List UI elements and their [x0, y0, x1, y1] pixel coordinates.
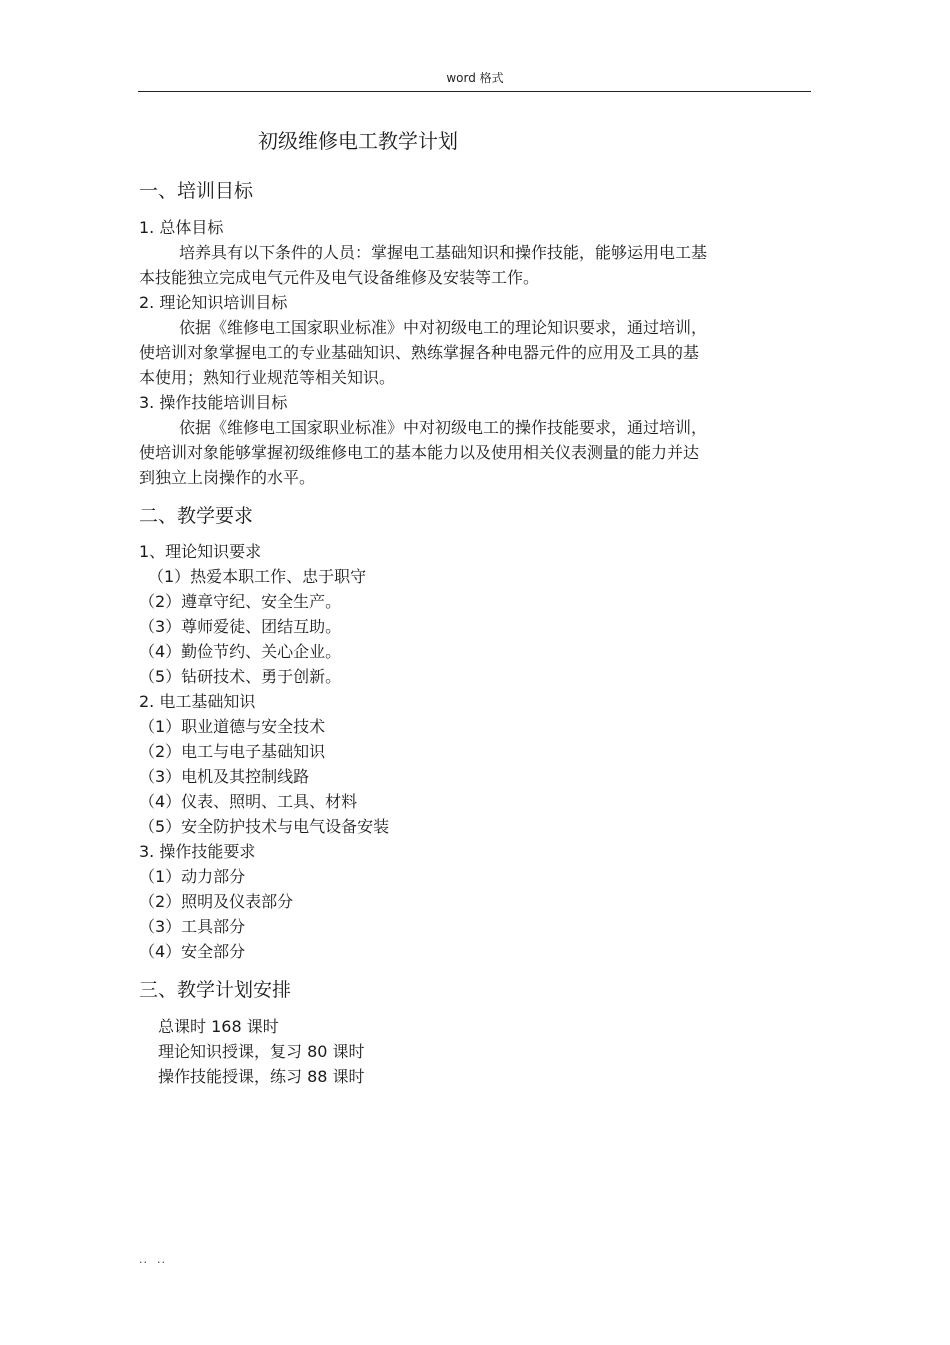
list-item: （1）热爱本职工作、忠于职守	[148, 567, 367, 586]
paragraph-line: 使培训对象能够掌握初级维修电工的基本能力以及使用相关仪表测量的能力并达	[139, 443, 700, 462]
section-heading-training-goals: 一、培训目标	[139, 180, 254, 202]
page-header-text: word 格式	[446, 71, 504, 85]
paragraph-line: 使培训对象掌握电工的专业基础知识、熟练掌握各种电器元件的应用及工具的基	[139, 343, 700, 362]
list-item: （2）遵章守纪、安全生产。	[139, 592, 342, 611]
goal-label-skills: 3. 操作技能培训目标	[139, 393, 288, 412]
list-item: （3）工具部分	[139, 917, 246, 936]
schedule-line-skills-hours: 操作技能授课，练习 88 课时	[158, 1067, 365, 1086]
schedule-line-theory-hours: 理论知识授课，复习 80 课时	[158, 1042, 365, 1061]
header-divider	[138, 91, 811, 92]
list-item: （3）电机及其控制线路	[139, 767, 310, 786]
list-item: （4）安全部分	[139, 942, 246, 961]
subsection-label-theory: 1、理论知识要求	[139, 542, 262, 561]
paragraph-line: 本技能独立完成电气元件及电气设备维修及安装等工作。	[139, 268, 540, 287]
list-item: （5）钻研技术、勇于创新。	[139, 667, 342, 686]
section-heading-teaching-requirements: 二、教学要求	[139, 505, 254, 527]
paragraph-line: 依据《维修电工国家职业标准》中对初级电工的理论知识要求，通过培训，	[179, 318, 708, 337]
goal-label-theory: 2. 理论知识培训目标	[139, 293, 288, 312]
page-footer-dots: .. ..	[139, 1253, 166, 1266]
section-heading-teaching-plan: 三、教学计划安排	[139, 979, 292, 1001]
schedule-line-total-hours: 总课时 168 课时	[158, 1017, 279, 1036]
paragraph-line: 依据《维修电工国家职业标准》中对初级电工的操作技能要求，通过培训，	[179, 418, 708, 437]
list-item: （4）勤俭节约、关心企业。	[139, 642, 342, 661]
goal-label-overall: 1. 总体目标	[139, 218, 224, 237]
list-item: （1）职业道德与安全技术	[139, 717, 326, 736]
list-item: （5）安全防护技术与电气设备安装	[139, 817, 390, 836]
subsection-label-skills: 3. 操作技能要求	[139, 842, 256, 861]
paragraph-line: 到独立上岗操作的水平。	[139, 468, 316, 487]
list-item: （1）动力部分	[139, 867, 246, 886]
list-item: （3）尊师爱徒、团结互助。	[139, 617, 342, 636]
paragraph-line: 本使用；熟知行业规范等相关知识。	[139, 368, 396, 387]
subsection-label-basics: 2. 电工基础知识	[139, 692, 256, 711]
document-title: 初级维修电工教学计划	[258, 129, 458, 153]
list-item: （4）仪表、照明、工具、材料	[139, 792, 358, 811]
list-item: （2）照明及仪表部分	[139, 892, 294, 911]
paragraph-line: 培养具有以下条件的人员：掌握电工基础知识和操作技能，能够运用电工基	[179, 243, 708, 262]
list-item: （2）电工与电子基础知识	[139, 742, 326, 761]
